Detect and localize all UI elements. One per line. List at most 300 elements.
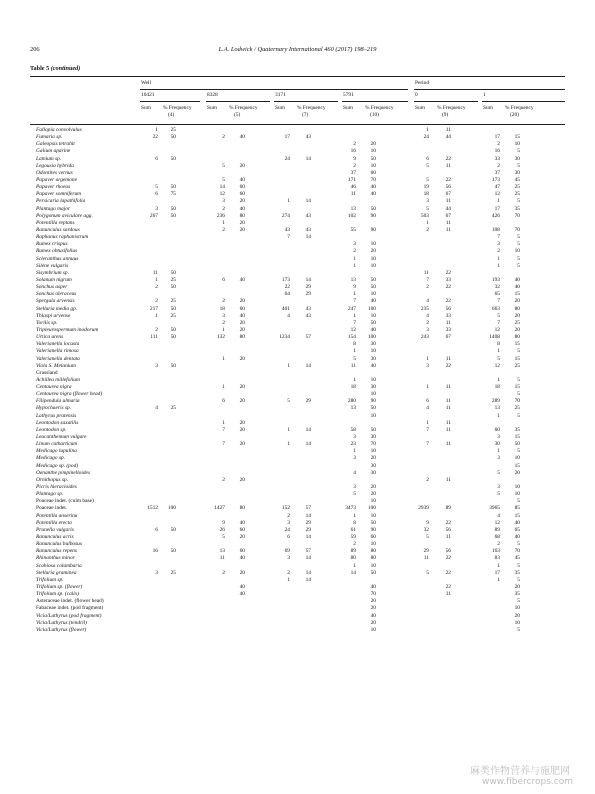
frequency-cell: 15 <box>514 512 520 519</box>
frequency-cell: 40 <box>370 612 376 619</box>
sum-cell: 2 <box>426 284 429 291</box>
frequency-cell: 15 <box>514 341 520 348</box>
frequency-cell: 5 <box>517 412 520 419</box>
sum-cell: 193 <box>491 276 500 283</box>
frequency-cell: 10 <box>514 455 520 462</box>
sum-cell: 19 <box>423 184 429 191</box>
group-label-period: Period <box>415 80 430 86</box>
frequency-cell: 29 <box>305 291 311 298</box>
frequency-cell: 25 <box>514 191 520 198</box>
frequency-cell: 57 <box>305 548 311 555</box>
sum-cell: 236 <box>216 212 225 219</box>
frequency-cell: 85 <box>514 505 520 512</box>
frequency-cell: 40 <box>370 326 376 333</box>
sum-cell: 18 <box>423 191 429 198</box>
sum-cell: 2 <box>353 248 356 255</box>
frequency-cell: 11 <box>445 419 451 426</box>
frequency-cell: 43 <box>305 312 311 319</box>
table-row <box>0 563 595 570</box>
sum-cell: 89 <box>350 548 356 555</box>
taxon-name: Polygonum aviculare agg. <box>36 212 93 219</box>
table-row <box>0 270 595 277</box>
sum-cell: 22 <box>152 134 158 141</box>
frequency-cell: 11 <box>445 534 451 541</box>
sum-cell: 3965 <box>489 505 500 512</box>
sum-cell: 9 <box>353 284 356 291</box>
frequency-cell: 15 <box>514 291 520 298</box>
table-row <box>0 463 595 470</box>
table-row <box>0 513 595 520</box>
frequency-cell: 25 <box>514 319 520 326</box>
frequency-cell: 10 <box>514 605 520 612</box>
sum-cell: 69 <box>284 548 290 555</box>
sample-count: (9) <box>442 112 449 118</box>
table-row <box>0 391 595 398</box>
sum-cell: 1512 <box>147 505 158 512</box>
sum-cell: 32 <box>494 284 500 291</box>
sum-cell: 2 <box>155 298 158 305</box>
sum-cell: 5 <box>426 569 429 576</box>
frequency-cell: 20 <box>239 534 245 541</box>
table-row <box>0 170 595 177</box>
sum-cell: 14 <box>219 184 225 191</box>
frequency-cell: 50 <box>170 548 176 555</box>
frequency-cell: 35 <box>514 426 520 433</box>
frequency-cell: 30 <box>370 434 376 441</box>
frequency-cell: 10 <box>514 248 520 255</box>
frequency-cell: 40 <box>514 284 520 291</box>
sum-cell: 111 <box>150 334 158 341</box>
frequency-cell: 14 <box>305 441 311 448</box>
frequency-cell: 10 <box>514 484 520 491</box>
taxon-name: Galium aparine <box>36 148 71 155</box>
frequency-cell: 80 <box>370 555 376 562</box>
sum-cell: 4 <box>353 469 356 476</box>
frequency-cell: 40 <box>370 362 376 369</box>
sum-cell: 5 <box>497 312 500 319</box>
sum-cell: 1 <box>497 448 500 455</box>
sum-header: Sum <box>415 105 425 111</box>
frequency-cell: 57 <box>305 505 311 512</box>
frequency-cell: 5 <box>517 198 520 205</box>
frequency-cell: 40 <box>239 312 245 319</box>
frequency-cell: 20 <box>239 355 245 362</box>
frequency-cell: 5 <box>517 162 520 169</box>
sum-cell: 1 <box>155 276 158 283</box>
taxon-name: Raphanus raphanistrum <box>36 234 89 241</box>
table-row <box>0 234 595 241</box>
taxon-name: Lamium sp. <box>36 155 62 162</box>
sum-cell: 3 <box>426 362 429 369</box>
sum-cell: 7 <box>287 234 290 241</box>
sum-cell: 2 <box>426 319 429 326</box>
sum-cell: 1 <box>497 198 500 205</box>
frequency-cell: 100 <box>367 305 376 312</box>
sum-cell: 426 <box>491 212 500 219</box>
frequency-cell: 56 <box>445 526 451 533</box>
taxon-name: Viola S. Melanium <box>36 362 76 369</box>
frequency-cell: 22 <box>445 569 451 576</box>
frequency-cell: 25 <box>514 184 520 191</box>
taxon-name: Fabaceae indet. (pod fragment) <box>36 605 104 612</box>
sum-cell: 2 <box>222 319 225 326</box>
frequency-cell: 40 <box>239 555 245 562</box>
taxon-name: Medicago sp. (pod) <box>36 462 79 469</box>
taxon-name: Ranunculus repens <box>36 548 77 555</box>
sum-cell: 2 <box>222 569 225 576</box>
frequency-cell: 90 <box>370 526 376 533</box>
sum-cell: 6 <box>426 398 429 405</box>
frequency-cell: 50 <box>170 305 176 312</box>
taxon-name: Thlaspi arvense <box>36 312 71 319</box>
sum-cell: 2 <box>497 248 500 255</box>
frequency-cell: 20 <box>239 326 245 333</box>
frequency-cell: 25 <box>170 276 176 283</box>
sum-cell: 5 <box>353 491 356 498</box>
sum-cell: 1 <box>426 384 429 391</box>
frequency-cell: 40 <box>514 276 520 283</box>
table-row <box>0 413 595 420</box>
sum-cell: 1 <box>497 576 500 583</box>
sample-count: (7) <box>302 112 309 118</box>
frequency-cell: 20 <box>239 198 245 205</box>
table-row <box>0 220 595 227</box>
frequency-cell: 25 <box>514 405 520 412</box>
frequency-cell: 40 <box>239 591 245 598</box>
sum-cell: 11 <box>219 555 225 562</box>
sum-cell: 154 <box>347 334 356 341</box>
sum-cell: 2 <box>222 226 225 233</box>
sum-cell: 1 <box>222 219 225 226</box>
taxon-name: Centaurea nigra <box>36 384 72 391</box>
page-number: 206 <box>30 46 40 53</box>
frequency-cell: 70 <box>514 226 520 233</box>
frequency-cell: 15 <box>514 434 520 441</box>
frequency-cell: 5 <box>517 255 520 262</box>
sum-cell: 23 <box>350 441 356 448</box>
sum-cell: 6 <box>155 191 158 198</box>
sum-cell: 58 <box>350 426 356 433</box>
taxon-name: Odontites vernus <box>36 169 73 176</box>
table-row <box>0 448 595 455</box>
sum-cell: 24 <box>423 134 429 141</box>
taxon-name: Valerianella rimosa <box>36 348 79 355</box>
frequency-cell: 10 <box>370 255 376 262</box>
sum-cell: 2 <box>497 162 500 169</box>
subgroup-rule-3 <box>274 101 338 102</box>
sum-cell: 43 <box>284 226 290 233</box>
frequency-cell: 60 <box>370 169 376 176</box>
sum-cell: 13 <box>494 405 500 412</box>
sum-cell: 1 <box>426 127 429 133</box>
sum-cell: 3 <box>497 455 500 462</box>
frequency-cell: 5 <box>517 626 520 633</box>
sum-cell: 3 <box>353 455 356 462</box>
frequency-cell: 33 <box>445 276 451 283</box>
frequency-cell: 10 <box>370 376 376 383</box>
sum-cell: 4 <box>155 405 158 412</box>
frequency-cell: 10 <box>370 312 376 319</box>
taxon-name: Stellaria media gp. <box>36 305 78 312</box>
group-label-well: Well <box>141 80 152 86</box>
frequency-cell: 30 <box>370 384 376 391</box>
subgroup-label: 8328 <box>207 92 218 98</box>
taxon-name: Trifolium sp. (flower) <box>36 584 83 590</box>
sum-cell: 24 <box>284 526 290 533</box>
table-row <box>0 184 595 191</box>
frequency-cell: 45 <box>514 176 520 183</box>
sum-cell: 11 <box>350 362 356 369</box>
frequency-cell: 30 <box>370 355 376 362</box>
frequency-cell: 20 <box>239 384 245 391</box>
frequency-cell: 15 <box>514 384 520 391</box>
sum-cell: 26 <box>219 526 225 533</box>
subgroup-label: 10421 <box>141 92 155 98</box>
frequency-cell: 67 <box>445 191 451 198</box>
frequency-cell: 20 <box>239 162 245 169</box>
sum-cell: 1 <box>222 384 225 391</box>
table-row <box>0 577 595 584</box>
taxon-name: Ranunculus acris <box>36 534 74 541</box>
sum-cell: 217 <box>149 305 158 312</box>
sum-cell: 2 <box>426 476 429 483</box>
frequency-cell: 80 <box>370 548 376 555</box>
frequency-cell: 20 <box>370 484 376 491</box>
frequency-cell: 22 <box>445 298 451 305</box>
taxon-name: Legousia hybrida <box>36 162 74 169</box>
taxon-name: Sonchus oleraceus <box>36 291 77 298</box>
table-row <box>0 398 595 405</box>
taxon-name: Scabiosa columbaria <box>36 562 82 569</box>
frequency-cell: 20 <box>514 612 520 619</box>
sum-cell: 1 <box>287 362 290 369</box>
frequency-cell: 50 <box>370 319 376 326</box>
frequency-cell: 25 <box>170 298 176 305</box>
frequency-cell: 20 <box>514 469 520 476</box>
frequency-cell: 5 <box>517 541 520 548</box>
sum-cell: 3 <box>222 198 225 205</box>
sum-cell: 1 <box>353 312 356 319</box>
frequency-cell: 20 <box>370 455 376 462</box>
sum-cell: 13 <box>350 205 356 212</box>
sum-cell: 11 <box>152 269 158 276</box>
table-row <box>0 341 595 348</box>
sum-cell: 7 <box>222 441 225 448</box>
frequency-cell: 43 <box>305 134 311 141</box>
table-row <box>0 498 595 505</box>
frequency-cell: 60 <box>239 191 245 198</box>
table-row <box>0 455 595 462</box>
frequency-cell: 60 <box>239 526 245 533</box>
sum-cell: 7 <box>222 426 225 433</box>
sum-cell: 5 <box>426 162 429 169</box>
frequency-cell: 100 <box>367 505 376 512</box>
frequency-cell: 100 <box>367 334 376 341</box>
sum-cell: 247 <box>347 305 356 312</box>
frequency-cell: 11 <box>445 384 451 391</box>
frequency-cell: 10 <box>370 241 376 248</box>
sum-cell: 1 <box>222 419 225 426</box>
sum-cell: 17 <box>284 134 290 141</box>
taxon-name: Rumex crispus <box>36 241 68 248</box>
sum-cell: 1 <box>287 198 290 205</box>
taxon-name: Centaurea nigra (flower head) <box>36 391 103 398</box>
table-body <box>0 127 595 634</box>
sum-cell: 163 <box>491 548 500 555</box>
frequency-cell: 10 <box>514 141 520 148</box>
table-row <box>0 555 595 562</box>
frequency-cell: 20 <box>239 476 245 483</box>
frequency-cell: 50 <box>370 284 376 291</box>
frequency-header: % Frequency <box>505 105 534 111</box>
table-row <box>0 570 595 577</box>
frequency-cell: 50 <box>170 212 176 219</box>
taxon-name: Picris hieracioides <box>36 484 77 491</box>
frequency-cell: 11 <box>445 476 451 483</box>
taxon-name: Hypochaeris sp. <box>36 405 72 412</box>
sum-cell: 1 <box>353 512 356 519</box>
sum-cell: 5 <box>426 205 429 212</box>
sum-cell: 37 <box>494 169 500 176</box>
sum-cell: 18 <box>350 384 356 391</box>
frequency-cell: 11 <box>445 162 451 169</box>
sum-cell: 1 <box>497 376 500 383</box>
taxon-name: Lathyrus pratensis <box>36 412 77 419</box>
frequency-cell: 30 <box>370 462 376 469</box>
table-row <box>0 427 595 434</box>
taxon-name: Filipendula ulmaria <box>36 398 80 405</box>
taxon-name: Medicago lupulina <box>36 448 77 455</box>
frequency-cell: 50 <box>370 276 376 283</box>
sum-cell: 663 <box>491 305 500 312</box>
sum-cell: 5 <box>222 534 225 541</box>
frequency-cell: 43 <box>305 305 311 312</box>
sum-cell: 235 <box>420 305 429 312</box>
taxon-name: Poaceae indet. (culm base) <box>36 498 94 505</box>
table-row <box>0 348 595 355</box>
sum-cell: 29 <box>423 548 429 555</box>
sum-cell: 11 <box>423 269 429 276</box>
sum-cell: 7 <box>426 276 429 283</box>
table-row <box>0 441 595 448</box>
sum-cell: 89 <box>494 526 500 533</box>
subgroup-rule-2 <box>206 101 270 102</box>
frequency-cell: 20 <box>239 441 245 448</box>
frequency-cell: 50 <box>170 134 176 141</box>
sum-header: Sum <box>483 105 493 111</box>
sum-cell: 1 <box>497 562 500 569</box>
sum-cell: 6 <box>155 155 158 162</box>
sum-cell: 1 <box>497 348 500 355</box>
sum-cell: 267 <box>149 212 158 219</box>
sum-cell: 2 <box>222 134 225 141</box>
sum-cell: 1 <box>353 562 356 569</box>
section-heading: Grassland <box>36 369 58 376</box>
sum-cell: 16 <box>494 148 500 155</box>
subgroup-rule-5 <box>414 101 478 102</box>
frequency-cell: 14 <box>305 155 311 162</box>
subgroup-label: 5791 <box>343 92 354 98</box>
subgroup-label: 0 <box>415 92 418 98</box>
sum-cell: 2 <box>497 141 500 148</box>
sum-cell: 3 <box>155 205 158 212</box>
sum-cell: 4 <box>426 298 429 305</box>
frequency-cell: 10 <box>370 541 376 548</box>
taxon-name: Achillea millefolium <box>36 376 80 383</box>
frequency-cell: 15 <box>514 134 520 141</box>
subgroup-label: 3171 <box>275 92 286 98</box>
taxon-name: Potentilla erecta <box>36 519 72 526</box>
table-row <box>0 298 595 305</box>
frequency-cell: 14 <box>305 276 311 283</box>
sum-cell: 5 <box>497 469 500 476</box>
frequency-header: % Frequency <box>365 105 394 111</box>
frequency-cell: 50 <box>170 334 176 341</box>
frequency-cell: 20 <box>239 298 245 305</box>
table-row <box>0 163 595 170</box>
frequency-cell: 10 <box>370 562 376 569</box>
frequency-cell: 33 <box>445 326 451 333</box>
sum-cell: 108 <box>491 226 500 233</box>
frequency-cell: 40 <box>370 191 376 198</box>
sum-cell: 1 <box>222 326 225 333</box>
sum-cell: 7 <box>497 319 500 326</box>
frequency-cell: 35 <box>514 569 520 576</box>
table-row <box>0 141 595 148</box>
table-row <box>0 291 595 298</box>
sum-cell: 152 <box>281 505 290 512</box>
frequency-cell: 11 <box>445 405 451 412</box>
frequency-cell: 11 <box>445 591 451 598</box>
frequency-cell: 10 <box>370 262 376 269</box>
sum-cell: 1 <box>353 376 356 383</box>
table-row <box>0 534 595 541</box>
frequency-cell: 20 <box>370 605 376 612</box>
frequency-cell: 50 <box>170 205 176 212</box>
frequency-cell: 65 <box>514 526 520 533</box>
sum-cell: 11 <box>350 191 356 198</box>
taxon-name: Valerianella locusta <box>36 341 80 348</box>
sum-cell: 1408 <box>489 334 500 341</box>
sum-cell: 46 <box>350 184 356 191</box>
taxon-name: Ranunculus sardous <box>36 226 80 233</box>
sum-cell: 401 <box>281 305 290 312</box>
table-top-rule <box>30 76 565 77</box>
frequency-cell: 29 <box>305 284 311 291</box>
table-row <box>0 198 595 205</box>
frequency-cell: 50 <box>514 441 520 448</box>
frequency-cell: 25 <box>170 405 176 412</box>
sum-cell: 1 <box>155 312 158 319</box>
sum-cell: 1 <box>497 412 500 419</box>
frequency-cell: 50 <box>370 155 376 162</box>
sum-cell: 30 <box>494 441 500 448</box>
frequency-cell: 22 <box>445 284 451 291</box>
sum-cell: 3 <box>353 241 356 248</box>
frequency-cell: 20 <box>239 219 245 226</box>
table-row <box>0 420 595 427</box>
sum-cell: 3 <box>426 198 429 205</box>
taxon-name: Ornithopus sp. <box>36 476 69 483</box>
frequency-cell: 11 <box>445 226 451 233</box>
frequency-cell: 25 <box>514 362 520 369</box>
frequency-cell: 40 <box>239 584 245 590</box>
sum-cell: 7 <box>353 319 356 326</box>
frequency-cell: 90 <box>370 212 376 219</box>
frequency-cell: 56 <box>445 548 451 555</box>
taxon-name: Fallopia convolvulus <box>36 127 82 133</box>
sum-cell: 2 <box>353 141 356 148</box>
